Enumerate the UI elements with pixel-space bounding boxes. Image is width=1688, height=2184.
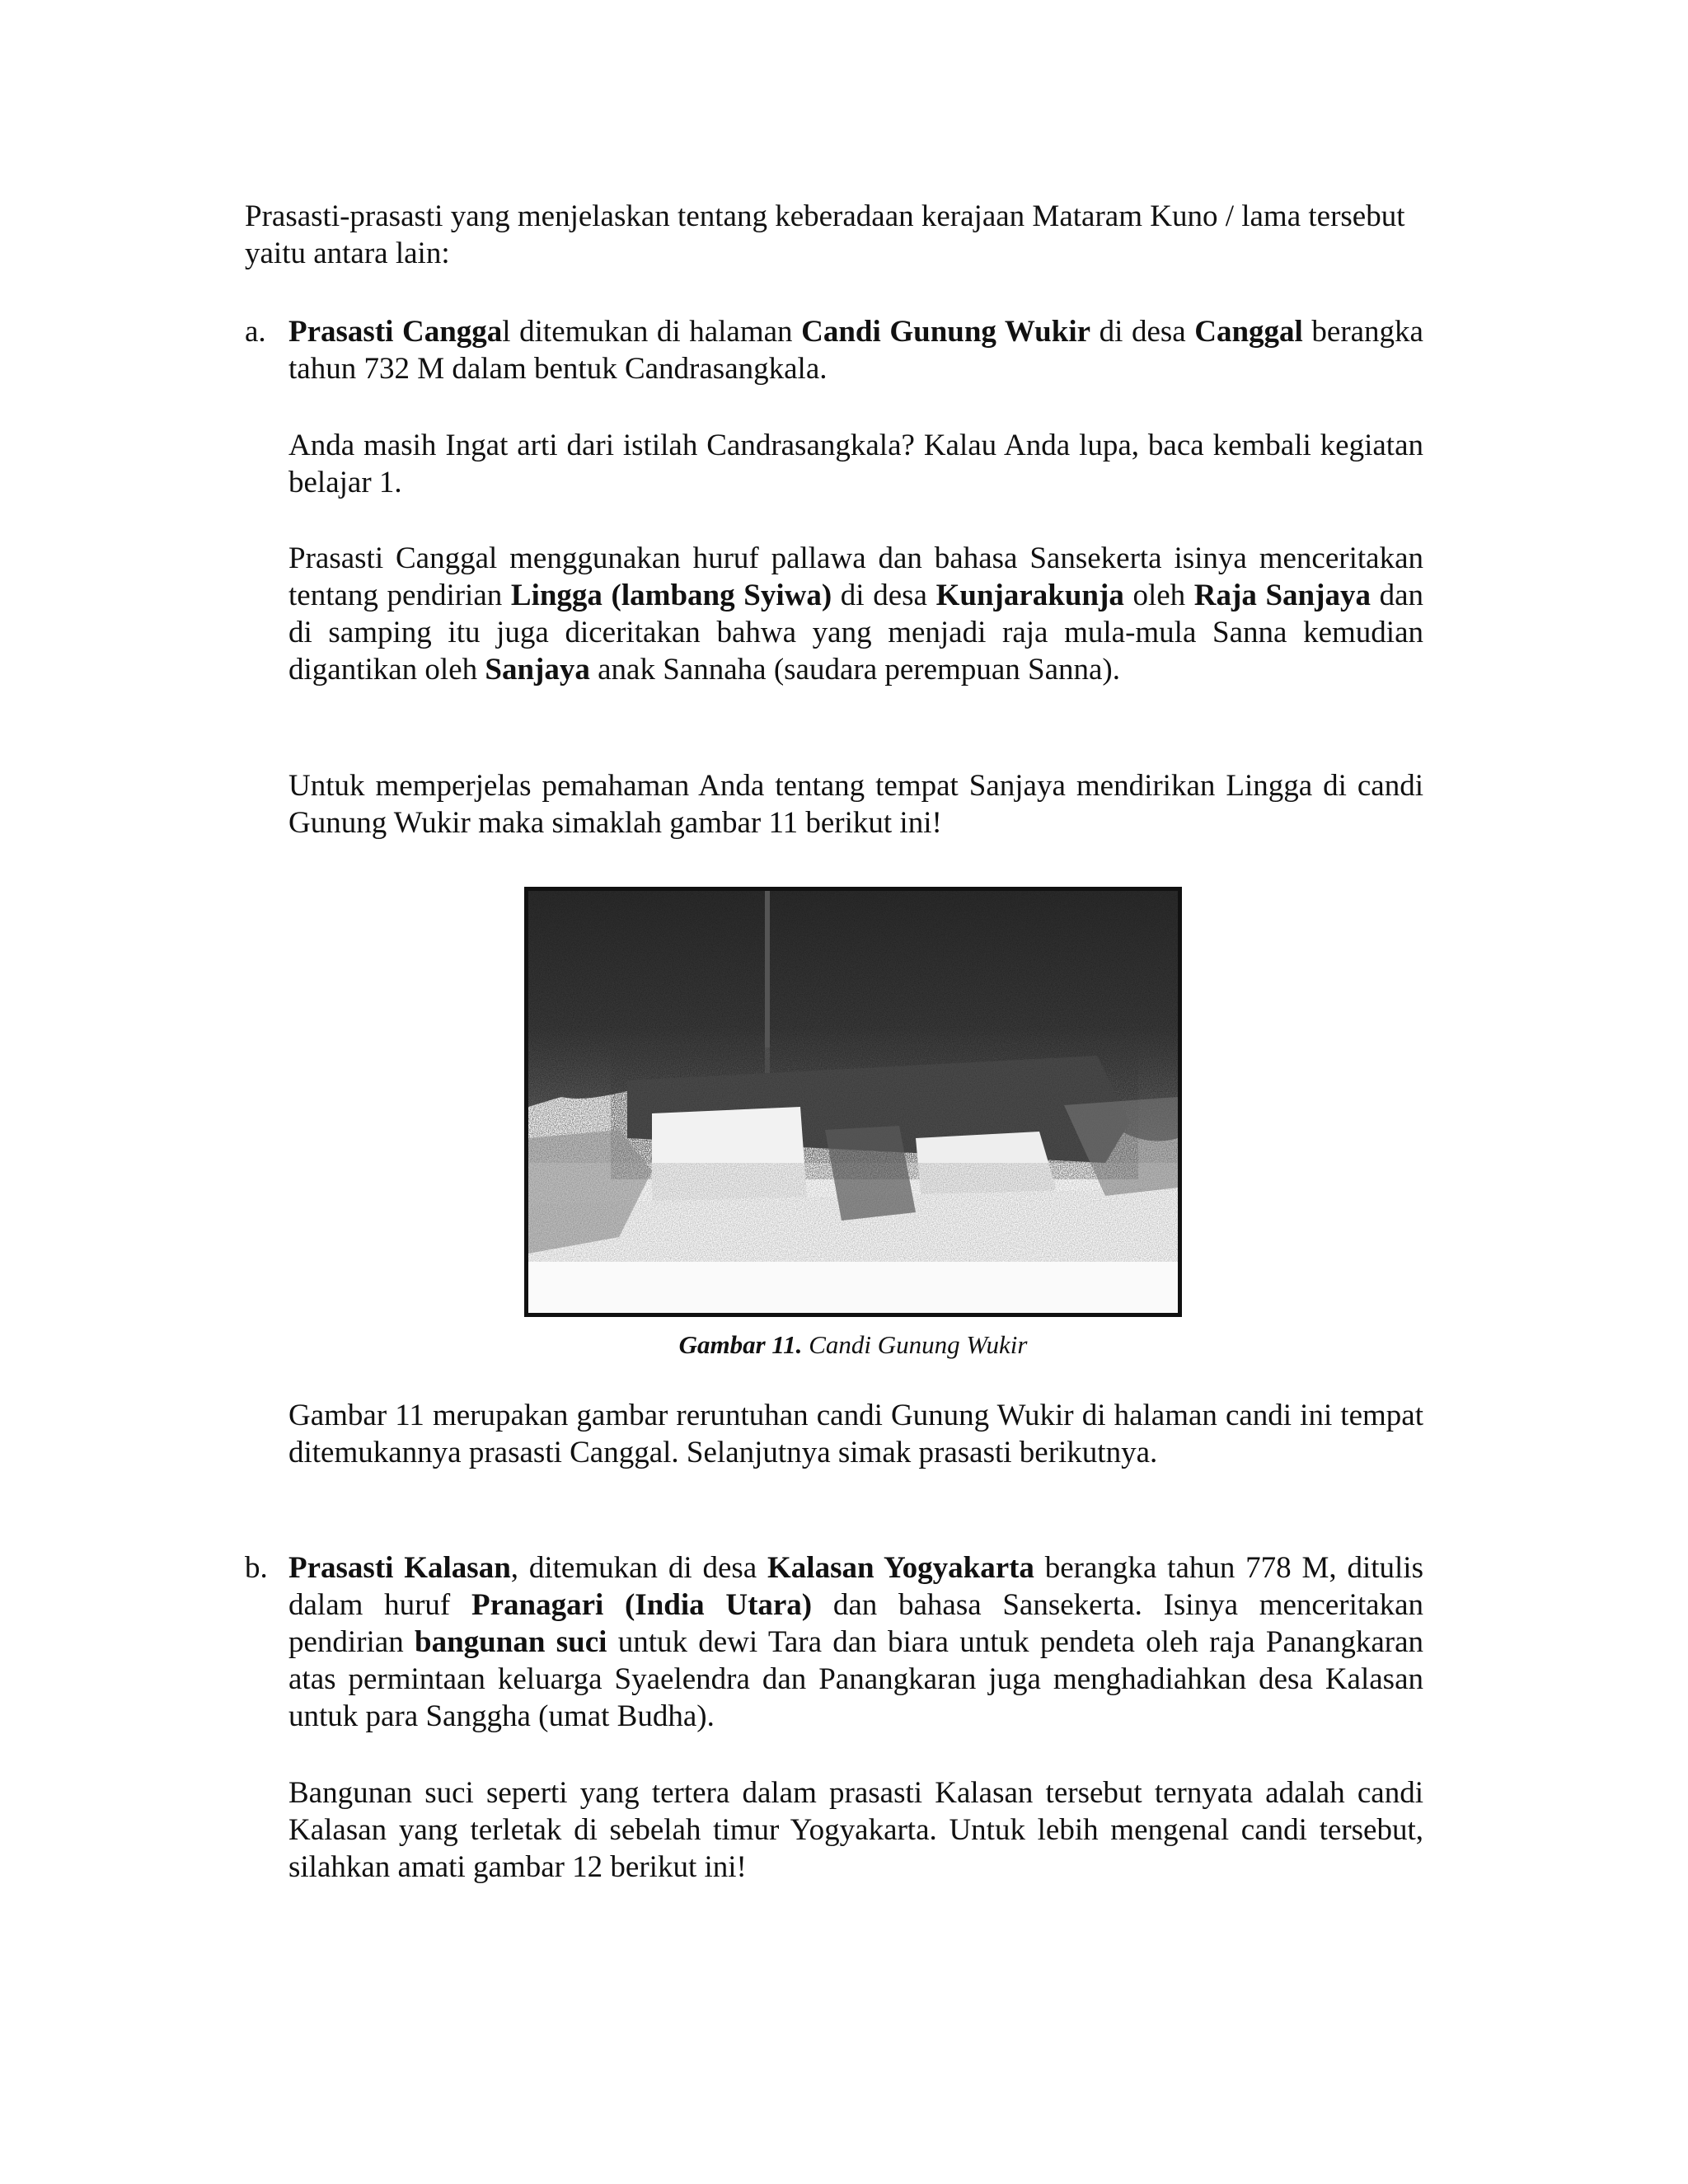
item-a-paragraph-2: Anda masih Ingat arti dari istilah Candrasangkala? Kalau Anda lupa, baca kembali kegiatan belajar 1. bbox=[288, 429, 1423, 499]
temple-ruins-photo bbox=[524, 887, 1182, 1317]
bold-text: Kunjarakunja bbox=[935, 579, 1124, 612]
bold-text: Prasasti Cangga bbox=[288, 315, 503, 349]
figure-caption bbox=[524, 1329, 1182, 1361]
bold-text: Raja Sanjaya bbox=[1193, 579, 1371, 612]
bold-text: Kalasan Yogyakarta bbox=[767, 1551, 1034, 1585]
bold-text: Canggal bbox=[1194, 315, 1303, 349]
bold-text: Sanjaya bbox=[485, 653, 590, 687]
item-a-paragraph-3: Prasasti Canggal menggunakan huruf pallawa dan bahasa Sansekerta isinya menceritakan tentang pendirian Lingga (lambang Syiwa) di desa Kunjarakunja oleh Raja Sanjaya dan di samping itu juga diceritakan bahwa yang menjadi raja mula-mula Sanna kemudian digantikan oleh Sanjaya anak Sannaha (saudara perempuan Sanna). bbox=[288, 541, 1424, 687]
item-a-paragraph-4: Untuk memperjelas pemahaman Anda tentang tempat Sanjaya mendirikan Lingga di candi Gunung Wukir maka simaklah gambar 11 berikut ini! bbox=[288, 769, 1423, 840]
list-marker-a: a. bbox=[245, 315, 266, 349]
item-a-paragraph-5: Gambar 11 merupakan gambar reruntuhan candi Gunung Wukir di halaman candi ini tempat ditemukannya prasasti Canggal. Selanjutnya simak prasasti berikutnya. bbox=[288, 1399, 1423, 1469]
bold-text: Prasasti Kalasan bbox=[288, 1551, 511, 1585]
caption-text: Candi Gunung Wukir bbox=[802, 1330, 1028, 1359]
bold-text: Candi Gunung Wukir bbox=[801, 315, 1091, 349]
caption-label: Gambar 11. bbox=[678, 1330, 803, 1359]
bold-text: Lingga (lambang Syiwa) bbox=[510, 579, 832, 612]
bold-text: bangunan suci bbox=[415, 1625, 607, 1659]
bold-text: Pranagari (India Utara) bbox=[471, 1588, 813, 1622]
temple-ruins-illustration bbox=[528, 891, 1178, 1313]
intro-paragraph: Prasasti-prasasti yang menjelaskan tentang keberadaan kerajaan Mataram Kuno / lama tersebut yaitu antara lain: bbox=[245, 199, 1405, 270]
list-marker-b: b. bbox=[245, 1551, 268, 1585]
item-a-paragraph-1: Prasasti Canggal ditemukan di halaman Candi Gunung Wukir di desa Canggal berangka tahun 732 M dalam bentuk Candrasangkala. bbox=[288, 315, 1423, 386]
item-b-paragraph-2: Bangunan suci seperti yang tertera dalam prasasti Kalasan tersebut ternyata adalah candi Kalasan yang terletak di sebelah timur Yogyakarta. Untuk lebih mengenal candi tersebut, silahkan amati gambar 12 berikut ini! bbox=[288, 1776, 1423, 1884]
item-b-paragraph-1: Prasasti Kalasan, ditemukan di desa Kalasan Yogyakarta berangka tahun 778 M, ditulis dalam huruf Pranagari (India Utara) dan bahasa Sansekerta. Isinya menceritakan pendirian bangunan suci untuk dewi Tara dan biara untuk pendeta oleh raja Panangkaran atas permintaan keluarga Syaelendra dan Panangkaran juga menghadiahkan desa Kalasan untuk para Sanggha (umat Budha). bbox=[288, 1551, 1423, 1733]
